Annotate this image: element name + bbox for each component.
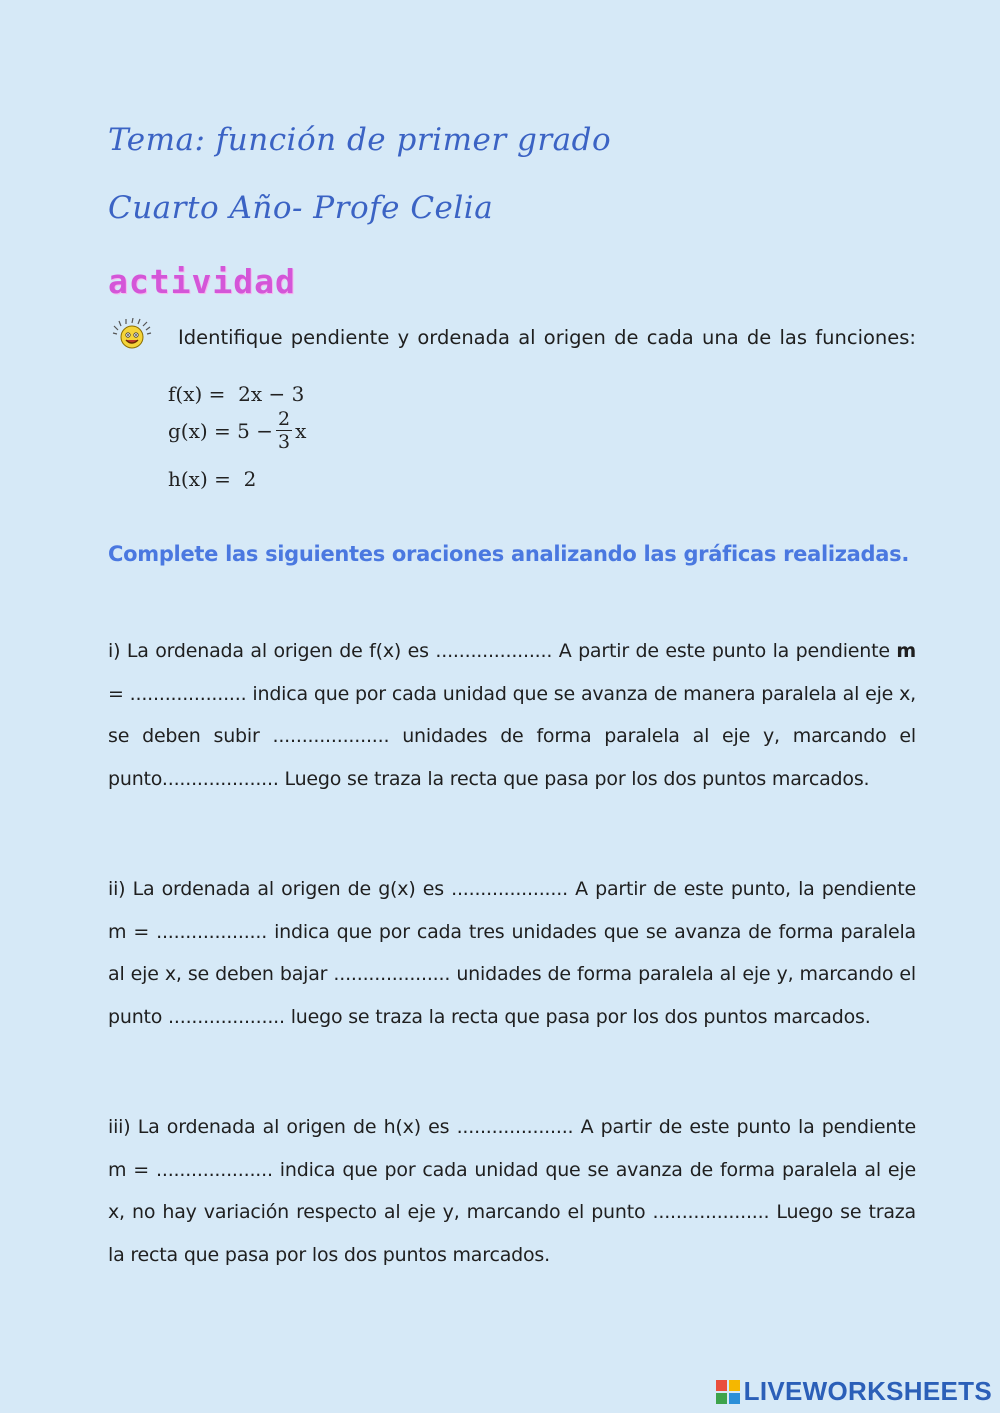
smiley-icon xyxy=(112,318,152,352)
slope-m-label: m xyxy=(896,640,916,662)
function-g-lhs: g(x) = xyxy=(168,418,231,443)
page-title: Tema: función de primer grado xyxy=(108,122,612,158)
instruction-text: Identifique pendiente y ordenada al origen de cada una de las funciones: xyxy=(178,326,916,349)
fraction-numerator: 2 xyxy=(278,408,291,430)
paragraph-i xyxy=(108,630,916,800)
function-f xyxy=(168,382,304,406)
liveworksheets-logo-icon xyxy=(716,1380,740,1404)
fraction-denominator: 3 xyxy=(278,431,291,453)
function-f-lhs: f(x) = xyxy=(168,382,226,406)
paragraph-i-part-a: i) La ordenada al origen de f(x) es .................... A partir de este punto la pendiente xyxy=(108,640,897,662)
paragraph-ii: ii) La ordenada al origen de g(x) es .................... A partir de este punto, la pendiente m = ................... indica que por cada tres unidades que se avanza de forma paralela al eje x, se deben bajar .................... unidades de forma paralela al eje y, marcando el punto .................... luego se traza la recta que pasa por los dos puntos marcados. xyxy=(108,878,916,1028)
function-g-rhs-b: x xyxy=(295,418,307,443)
activity-label: actividad xyxy=(108,262,296,301)
footer-brand[interactable] xyxy=(716,1376,992,1407)
paragraph-iii: iii) La ordenada al origen de h(x) es .................... A partir de este punto la pendiente m = .................... indica que por cada unidad que se avanza de forma paralela al eje x, no hay variación respecto al eje y, marcando el punto .................... Luego se traza la recta que pasa por los dos puntos marcados. xyxy=(108,1116,916,1266)
paragraph-i-part-b: = .................... indica que por cada unidad que se avanza de manera paralela al eje x, se deben subir .................... unidades de forma paralela al eje y, marcando el punto.................... Luego se traza la recta que pasa por los dos puntos marcados. xyxy=(108,682,916,790)
function-h xyxy=(168,467,256,491)
function-h-rhs: 2 xyxy=(243,467,257,491)
page-subtitle: Cuarto Año- Profe Celia xyxy=(108,190,494,226)
footer-brand-text: LIVEWORKSHEETS xyxy=(743,1376,992,1406)
function-h-lhs: h(x) = xyxy=(168,467,231,491)
section-heading: Complete las siguientes oraciones analizando las gráficas realizadas. xyxy=(108,542,910,566)
function-g xyxy=(168,408,306,453)
function-g-fraction xyxy=(276,408,292,453)
function-f-rhs: 2x − 3 xyxy=(238,382,305,406)
function-g-rhs-a: 5 − xyxy=(237,418,274,443)
